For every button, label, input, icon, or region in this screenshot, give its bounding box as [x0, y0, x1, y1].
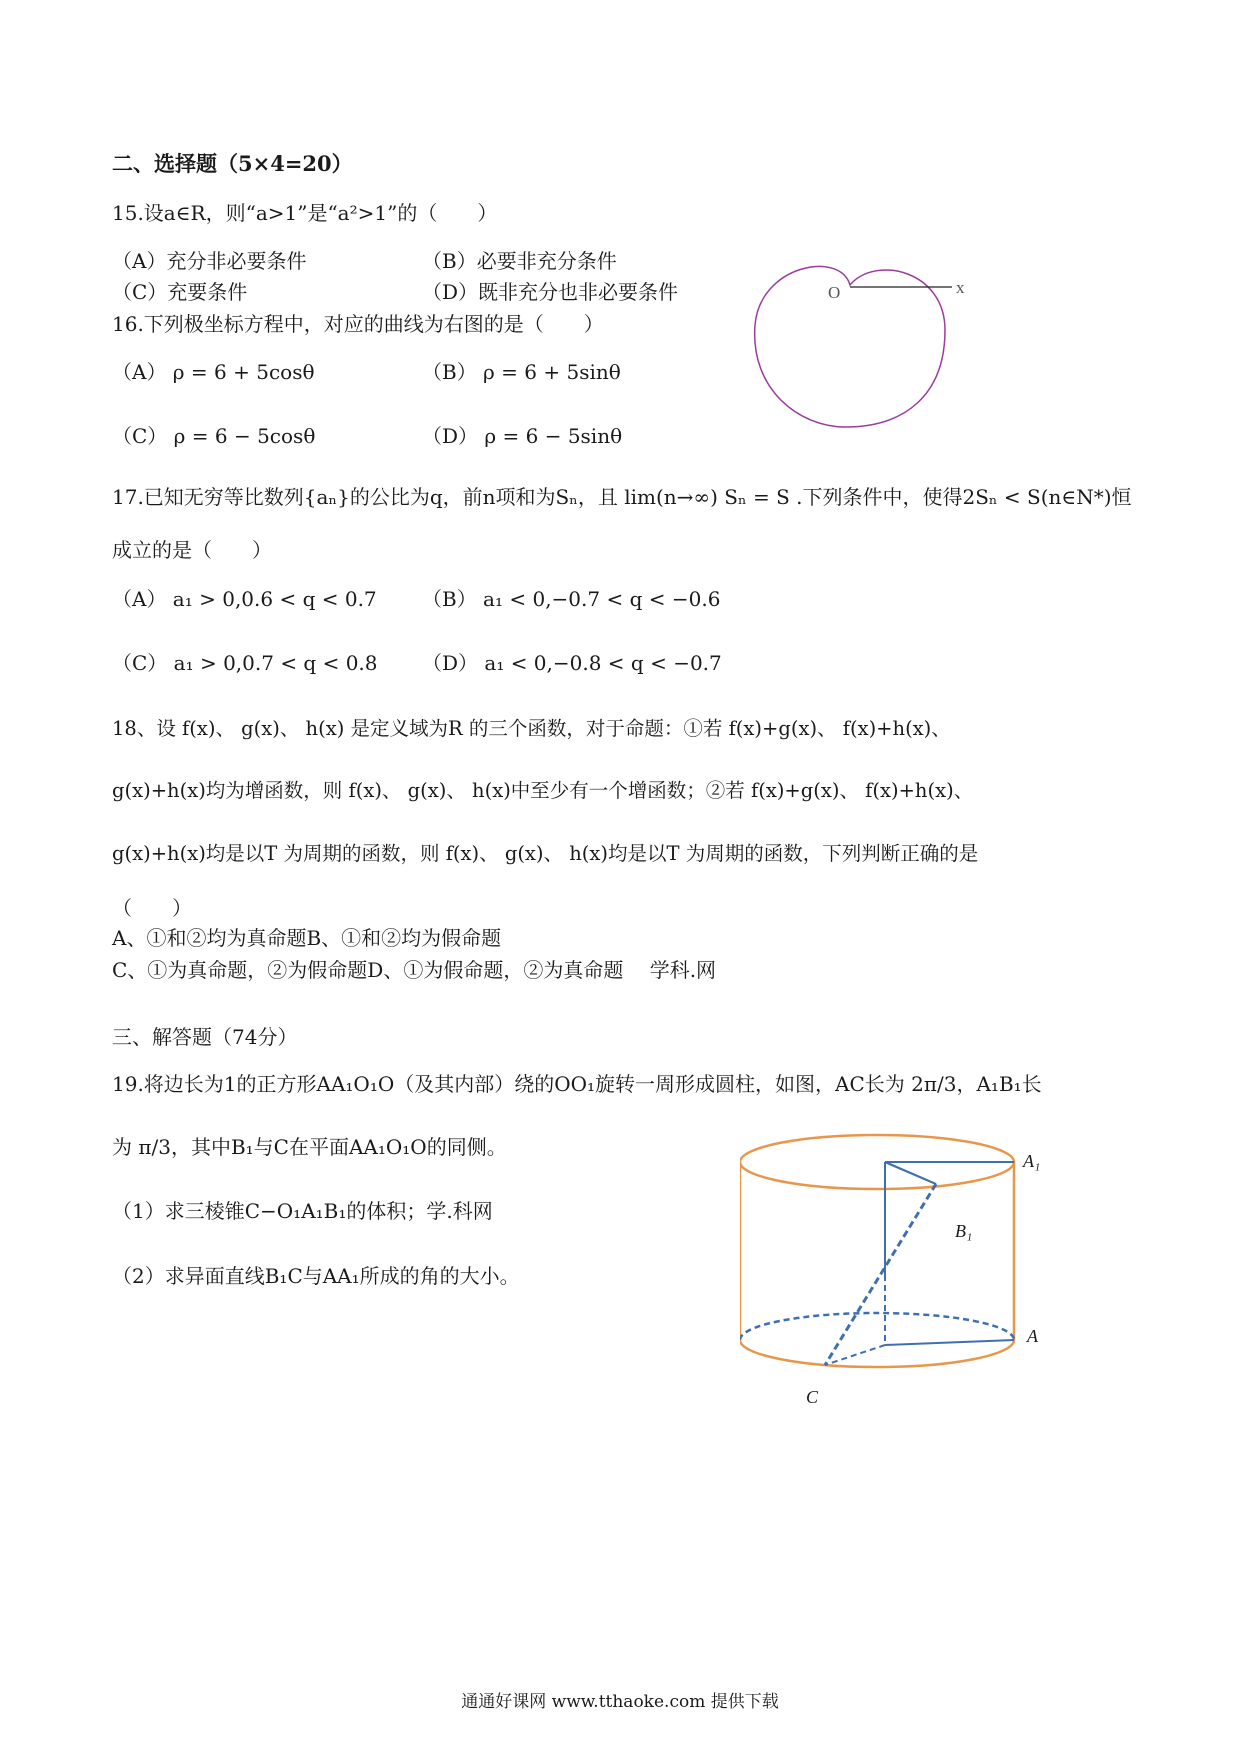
q18-options-cd: C、①为真命题，②为假命题D、①为假命题，②为真命题 学科.网: [112, 958, 717, 982]
cylinder-bottom-front: [740, 1340, 1014, 1367]
label-a: A: [1027, 1326, 1038, 1346]
q19-line2: 为 π/3，其中B₁与C在平面AA₁O₁O的同侧。: [112, 1135, 507, 1159]
page-footer: 通通好课网 www.tthaoke.com 提供下载: [461, 1692, 779, 1712]
q18-options-ab: A、①和②均为真命题B、①和②均为假命题: [112, 926, 502, 950]
q17-option-c: （C） a₁ > 0,0.7 < q < 0.8: [112, 651, 378, 675]
q18-line3: g(x)+h(x)均是以T 为周期的函数，则 f(x)、 g(x)、 h(x)均是以T 为周期的函数，下列判断正确的是: [112, 842, 979, 865]
q16-polar-curve-figure: [740, 255, 980, 435]
q15-option-d: （D）既非充分也非必要条件: [422, 280, 679, 304]
q17-stem-line2: 成立的是（ ）: [112, 538, 272, 562]
label-b1: B₁: [955, 1221, 973, 1241]
segment-b1-c: [825, 1184, 936, 1365]
q19-line1: 19.将边长为1的正方形AA₁O₁O（及其内部）绕的OO₁旋转一周形成圆柱，如图，AC长为 2π/3，A₁B₁长: [112, 1072, 1042, 1096]
q17-option-b: （B） a₁ < 0,−0.7 < q < −0.6: [422, 587, 721, 611]
q18-line4: （ ）: [112, 896, 192, 920]
q16-stem: 16.下列极坐标方程中，对应的曲线为右图的是（ ）: [112, 312, 604, 336]
q16-option-a: （A） ρ = 6 + 5cosθ: [112, 360, 315, 384]
q15-option-a: （A）充分非必要条件: [112, 249, 307, 273]
q19-part2: （2）求异面直线B₁C与AA₁所成的角的大小。: [112, 1264, 520, 1288]
section-heading-answer: 三、解答题（74分）: [112, 1025, 298, 1049]
polar-origin-label: O: [828, 283, 841, 302]
q18-line2: g(x)+h(x)均为增函数，则 f(x)、 g(x)、 h(x)中至少有一个增函数；②若 f(x)+g(x)、 f(x)+h(x)、: [112, 779, 974, 802]
q17-option-a: （A） a₁ > 0,0.6 < q < 0.7: [112, 587, 377, 611]
segment-o-a: [885, 1340, 1014, 1345]
q17-option-d: （D） a₁ < 0,−0.8 < q < −0.7: [422, 651, 722, 675]
polar-curve: [755, 266, 945, 427]
cylinder-bottom-back: [740, 1313, 1014, 1340]
polar-axis-label: x: [956, 278, 965, 297]
q16-option-b: （B） ρ = 6 + 5sinθ: [422, 360, 621, 384]
q16-option-c: （C） ρ = 6 − 5cosθ: [112, 424, 316, 448]
section-heading-choice: 二、选择题（5×4=20）: [112, 151, 353, 176]
q17-stem-line1: 17.已知无穷等比数列{aₙ}的公比为q，前n项和为Sₙ，且 lim(n→∞) Sₙ = S .下列条件中，使得2Sₙ < S(n∈N*)恒: [112, 485, 1132, 509]
q18-line1: 18、设 f(x)、 g(x)、 h(x) 是定义域为R 的三个函数，对于命题：①若 f(x)+g(x)、 f(x)+h(x)、: [112, 717, 951, 740]
label-c: C: [806, 1387, 819, 1407]
label-a1: A₁: [1023, 1151, 1041, 1171]
q19-part1: （1）求三棱锥C−O₁A₁B₁的体积；学.科网: [112, 1199, 493, 1223]
q15-option-c: （C）充要条件: [112, 280, 248, 304]
q15-stem: 15.设a∈R，则“a>1”是“a²>1”的（ ）: [112, 201, 498, 225]
q15-option-b: （B）必要非充分条件: [422, 249, 617, 273]
q19-cylinder-figure: [740, 1125, 1070, 1415]
segment-o1-b1: [885, 1162, 936, 1184]
q16-option-d: （D） ρ = 6 − 5sinθ: [422, 424, 623, 448]
